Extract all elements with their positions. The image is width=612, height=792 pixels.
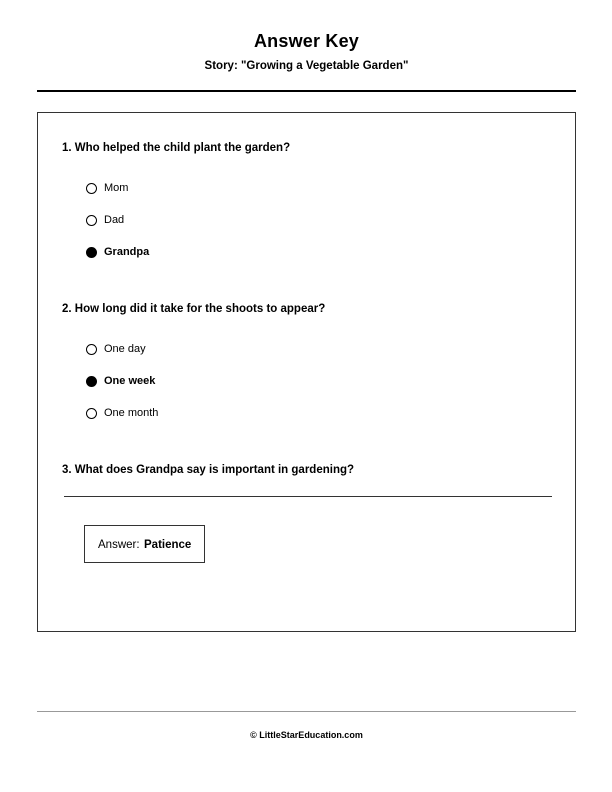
question-text-3: 3. What does Grandpa say is important in gardening? [62, 464, 355, 476]
option-label: Grandpa [104, 246, 150, 258]
radio-unselected-icon[interactable] [86, 344, 97, 355]
story-subtitle: Story: "Growing a Vegetable Garden" [204, 60, 409, 72]
question-text-2: 2. How long did it take for the shoots to appear? [62, 303, 326, 315]
option-1-2[interactable] [62, 204, 557, 236]
answer-value: Patience [144, 539, 192, 551]
option-label: Dad [104, 214, 125, 226]
answer-writing-line [64, 496, 552, 497]
question-block-2 [62, 302, 557, 429]
answer-key-box [84, 525, 205, 563]
document-footer [37, 729, 576, 741]
footer-divider [37, 711, 576, 712]
options-list-2 [62, 333, 557, 429]
option-2-2[interactable] [62, 365, 557, 397]
radio-selected-icon[interactable] [86, 376, 97, 387]
option-label: Mom [104, 182, 129, 194]
answer-label: Answer: [98, 539, 140, 551]
radio-unselected-icon[interactable] [86, 183, 97, 194]
header-divider [37, 90, 576, 92]
option-1-3[interactable] [62, 236, 557, 268]
option-2-3[interactable] [62, 397, 557, 429]
option-label: One month [104, 407, 159, 419]
question-block-3 [62, 463, 557, 563]
radio-unselected-icon[interactable] [86, 215, 97, 226]
questions-list [62, 141, 557, 563]
question-block-1 [62, 141, 557, 268]
radio-selected-icon[interactable] [86, 247, 97, 258]
questions-container [37, 112, 576, 632]
options-list-1 [62, 172, 557, 268]
option-1-1[interactable] [62, 172, 557, 204]
document-header [37, 30, 576, 74]
page-title: Answer Key [253, 31, 360, 51]
question-text-1: 1. Who helped the child plant the garden? [62, 142, 291, 154]
copyright-text: © LittleStarEducation.com [250, 730, 363, 740]
option-2-1[interactable] [62, 333, 557, 365]
option-label: One day [104, 343, 146, 355]
option-label: One week [104, 375, 156, 387]
radio-unselected-icon[interactable] [86, 408, 97, 419]
